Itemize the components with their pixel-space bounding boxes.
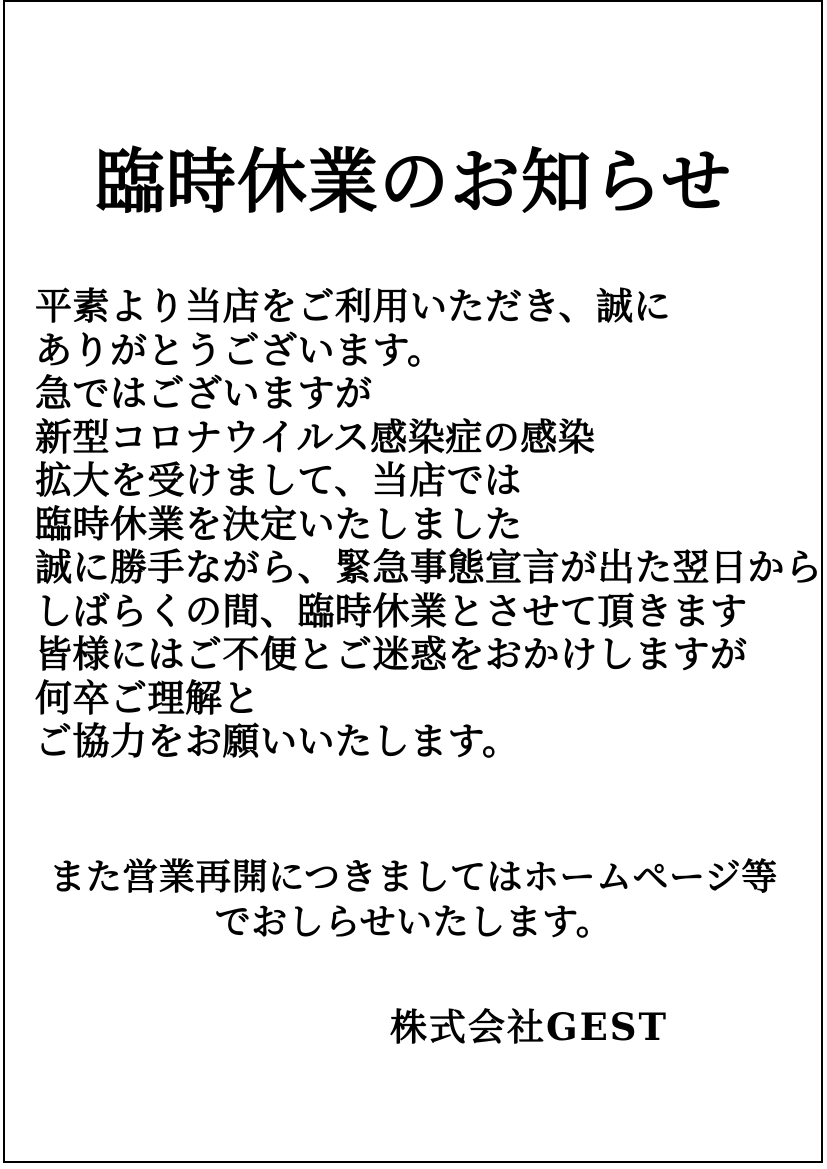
body-line: ありがとうございます。 (35, 327, 445, 372)
reopen-line: でおしらせいたします。 (214, 901, 613, 943)
body-line: 拡大を受けまして、当店では (35, 458, 522, 502)
company-name: 株式会社GEST (390, 1005, 669, 1049)
body-line: 急ではございますが (35, 371, 373, 415)
body-line: 臨時休業を決定いたしました (35, 501, 523, 546)
body-line: ご協力をお願いいたします。 (35, 719, 520, 763)
body-line: 新型コロナウイルス感染症の感染 (35, 414, 596, 459)
notice-body (35, 284, 823, 764)
reopen-line: また営業再開につきましてはホームページ等 (49, 856, 778, 898)
notice-title: 臨時休業のお知らせ (95, 140, 732, 223)
body-line: 誠に勝手ながら、緊急事態宣言が出た翌日から (35, 545, 823, 589)
body-line: しばらくの間、臨時休業とさせて頂きます (35, 588, 748, 633)
body-line: 皆様にはご不便とご迷惑をおかけしますが (35, 632, 748, 676)
reopen-notice (0, 855, 827, 945)
body-line: 平素より当店をご利用いただき、誠に (35, 284, 672, 328)
body-line: 何卒ご理解と (35, 675, 260, 720)
